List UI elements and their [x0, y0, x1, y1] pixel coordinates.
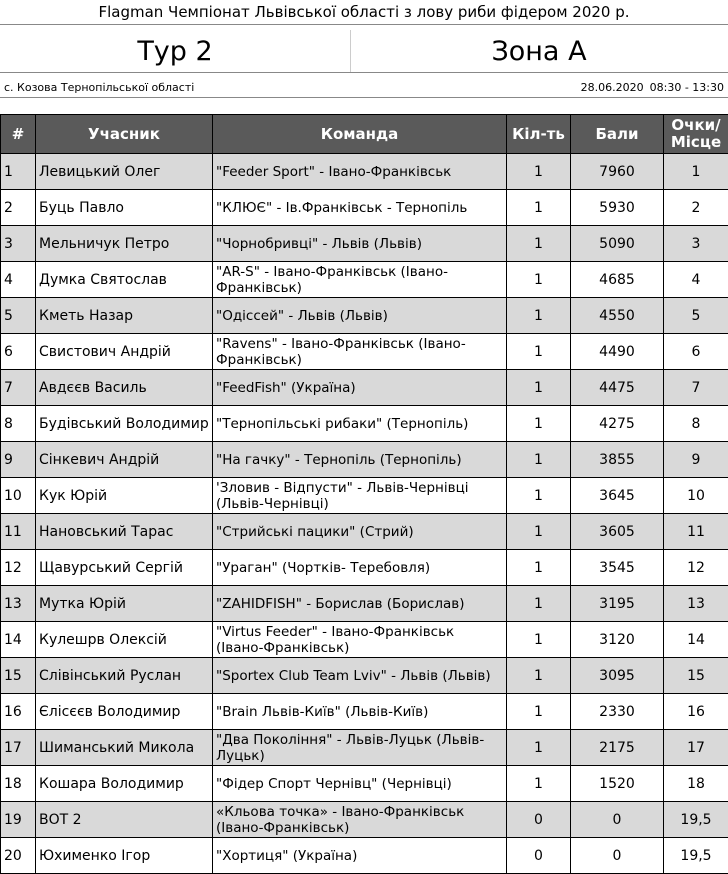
- divider: [0, 72, 728, 73]
- cell-participant: Єлісєєв Володимир: [36, 694, 213, 730]
- cell-count: 1: [507, 622, 571, 658]
- cell-participant: Слівінський Руслан: [36, 658, 213, 694]
- table-header-row: [1, 115, 728, 154]
- cell-points: 4275: [571, 406, 664, 442]
- cell-place: 15: [664, 658, 728, 694]
- cell-team: "FeedFish" (Україна): [213, 370, 507, 406]
- cell-number: 20: [1, 838, 36, 874]
- cell-team: "AR-S" - Івано-Франківськ (Івано-Франківськ): [213, 262, 507, 298]
- cell-place: 12: [664, 550, 728, 586]
- cell-number: 13: [1, 586, 36, 622]
- cell-count: 0: [507, 838, 571, 874]
- cell-participant: Щавурський Сергій: [36, 550, 213, 586]
- cell-count: 1: [507, 730, 571, 766]
- cell-count: 1: [507, 442, 571, 478]
- zone-label: Зона А: [350, 30, 728, 70]
- cell-place: 17: [664, 730, 728, 766]
- cell-place: 1: [664, 154, 728, 190]
- cell-participant: Мутка Юрій: [36, 586, 213, 622]
- cell-number: 5: [1, 298, 36, 334]
- cell-participant: Сінкевич Андрій: [36, 442, 213, 478]
- date-text: 28.06.2020: [581, 81, 644, 94]
- cell-team: "Фідер Спорт Чернівц" (Чернівці): [213, 766, 507, 802]
- cell-participant: Думка Святослав: [36, 262, 213, 298]
- cell-place: 4: [664, 262, 728, 298]
- cell-count: 1: [507, 514, 571, 550]
- cell-number: 9: [1, 442, 36, 478]
- table-row: [1, 766, 728, 802]
- cell-team: "На гачку" - Тернопіль (Тернопіль): [213, 442, 507, 478]
- cell-number: 8: [1, 406, 36, 442]
- divider: [0, 97, 728, 98]
- cell-team: "Brain Львів-Київ" (Львів-Київ): [213, 694, 507, 730]
- cell-points: 3195: [571, 586, 664, 622]
- cell-team: "Virtus Feeder" - Івано-Франківськ (Івано-Франківськ): [213, 622, 507, 658]
- table-row: [1, 658, 728, 694]
- cell-team: "КЛЮЄ" - Ів.Франківськ - Тернопіль: [213, 190, 507, 226]
- cell-points: 2175: [571, 730, 664, 766]
- table-row: [1, 442, 728, 478]
- cell-participant: Буць Павло: [36, 190, 213, 226]
- cell-count: 1: [507, 226, 571, 262]
- cell-count: 1: [507, 406, 571, 442]
- cell-count: 1: [507, 370, 571, 406]
- table-row: [1, 622, 728, 658]
- cell-count: 1: [507, 298, 571, 334]
- cell-place: 11: [664, 514, 728, 550]
- cell-points: 3545: [571, 550, 664, 586]
- table-row: [1, 838, 728, 874]
- cell-team: "Ураган" (Чортків- Теребовля): [213, 550, 507, 586]
- cell-place: 2: [664, 190, 728, 226]
- cell-points: 4475: [571, 370, 664, 406]
- cell-participant: Левицький Олег: [36, 154, 213, 190]
- cell-points: 1520: [571, 766, 664, 802]
- cell-number: 15: [1, 658, 36, 694]
- cell-number: 12: [1, 550, 36, 586]
- cell-place: 7: [664, 370, 728, 406]
- cell-number: 2: [1, 190, 36, 226]
- cell-place: 18: [664, 766, 728, 802]
- cell-team: "Чорнобривці" - Львів (Львів): [213, 226, 507, 262]
- cell-number: 6: [1, 334, 36, 370]
- column-header-number: #: [1, 115, 36, 154]
- cell-team: "ZAHIDFISH" - Борислав (Борислав): [213, 586, 507, 622]
- cell-points: 3855: [571, 442, 664, 478]
- cell-place: 9: [664, 442, 728, 478]
- column-header-count: Кіл-ть: [507, 115, 571, 154]
- cell-participant: Авдєєв Василь: [36, 370, 213, 406]
- table-row: [1, 298, 728, 334]
- cell-participant: Юхименко Ігор: [36, 838, 213, 874]
- page-title: Flagman Чемпіонат Львівської області з лову риби фідером 2020 р.: [0, 0, 728, 24]
- table-row: [1, 154, 728, 190]
- table-row: [1, 262, 728, 298]
- cell-points: 4550: [571, 298, 664, 334]
- cell-team: "Feeder Sport" - Івано-Франківськ: [213, 154, 507, 190]
- cell-count: 1: [507, 334, 571, 370]
- cell-count: 1: [507, 478, 571, 514]
- cell-number: 4: [1, 262, 36, 298]
- cell-count: 1: [507, 586, 571, 622]
- cell-count: 1: [507, 694, 571, 730]
- cell-team: "Тернопільські рибаки" (Тернопіль): [213, 406, 507, 442]
- cell-points: 4685: [571, 262, 664, 298]
- cell-count: 0: [507, 802, 571, 838]
- cell-number: 11: [1, 514, 36, 550]
- cell-participant: Свистович Андрій: [36, 334, 213, 370]
- time-text: 08:30 - 13:30: [650, 81, 724, 94]
- table-row: [1, 514, 728, 550]
- cell-team: «Кльова точка» - Івано-Франківськ (Івано-Франківськ): [213, 802, 507, 838]
- column-header-participant: Учасник: [36, 115, 213, 154]
- cell-points: 4490: [571, 334, 664, 370]
- cell-number: 3: [1, 226, 36, 262]
- cell-place: 6: [664, 334, 728, 370]
- cell-points: 0: [571, 802, 664, 838]
- cell-number: 1: [1, 154, 36, 190]
- cell-participant: ВОТ 2: [36, 802, 213, 838]
- cell-participant: Нановський Тарас: [36, 514, 213, 550]
- cell-number: 14: [1, 622, 36, 658]
- cell-place: 16: [664, 694, 728, 730]
- cell-points: 0: [571, 838, 664, 874]
- cell-points: 5090: [571, 226, 664, 262]
- table-row: [1, 550, 728, 586]
- cell-number: 19: [1, 802, 36, 838]
- table-row: [1, 370, 728, 406]
- divider: [0, 24, 728, 25]
- column-header-team: Команда: [213, 115, 507, 154]
- table-row: [1, 586, 728, 622]
- location-text: с. Козова Тернопільської області: [4, 80, 194, 96]
- cell-number: 17: [1, 730, 36, 766]
- cell-points: 5930: [571, 190, 664, 226]
- table-row: [1, 406, 728, 442]
- cell-team: "Ravens" - Івано-Франківськ (Івано-Франківськ): [213, 334, 507, 370]
- tour-label: Тур 2: [0, 30, 350, 70]
- cell-points: 3605: [571, 514, 664, 550]
- results-table: [0, 114, 728, 874]
- cell-place: 3: [664, 226, 728, 262]
- table-row: [1, 730, 728, 766]
- cell-count: 1: [507, 262, 571, 298]
- cell-points: 2330: [571, 694, 664, 730]
- cell-place: 19,5: [664, 838, 728, 874]
- cell-team: "Два Покоління" - Львів-Луцьк (Львів-Луцьк): [213, 730, 507, 766]
- cell-place: 13: [664, 586, 728, 622]
- table-row: [1, 334, 728, 370]
- cell-points: 7960: [571, 154, 664, 190]
- cell-place: 5: [664, 298, 728, 334]
- table-row: [1, 694, 728, 730]
- table-row: [1, 190, 728, 226]
- cell-number: 10: [1, 478, 36, 514]
- cell-team: "Одіссей" - Львів (Львів): [213, 298, 507, 334]
- cell-team: "Хортиця" (Україна): [213, 838, 507, 874]
- cell-place: 8: [664, 406, 728, 442]
- cell-participant: Мельничук Петро: [36, 226, 213, 262]
- cell-participant: Шиманський Микола: [36, 730, 213, 766]
- cell-participant: Кулешрв Олексій: [36, 622, 213, 658]
- cell-number: 18: [1, 766, 36, 802]
- cell-number: 7: [1, 370, 36, 406]
- cell-points: 3120: [571, 622, 664, 658]
- table-row: [1, 478, 728, 514]
- cell-participant: Кметь Назар: [36, 298, 213, 334]
- cell-participant: Кошара Володимир: [36, 766, 213, 802]
- cell-place: 19,5: [664, 802, 728, 838]
- table-row: [1, 226, 728, 262]
- cell-team: 'Зловив - Відпусти" - Львів-Чернівці (Львів-Чернівці): [213, 478, 507, 514]
- date-time: [575, 80, 724, 96]
- cell-team: "Sportex Club Team Lviv" - Львів (Львів): [213, 658, 507, 694]
- cell-count: 1: [507, 190, 571, 226]
- cell-count: 1: [507, 766, 571, 802]
- table-row: [1, 802, 728, 838]
- cell-number: 16: [1, 694, 36, 730]
- column-header-place: Очки/ Місце: [664, 115, 728, 154]
- cell-count: 1: [507, 658, 571, 694]
- cell-team: "Стрийські пацики" (Стрий): [213, 514, 507, 550]
- cell-points: 3645: [571, 478, 664, 514]
- cell-participant: Будівський Володимир: [36, 406, 213, 442]
- column-header-points: Бали: [571, 115, 664, 154]
- cell-count: 1: [507, 154, 571, 190]
- cell-count: 1: [507, 550, 571, 586]
- cell-points: 3095: [571, 658, 664, 694]
- cell-place: 10: [664, 478, 728, 514]
- cell-place: 14: [664, 622, 728, 658]
- cell-participant: Кук Юрій: [36, 478, 213, 514]
